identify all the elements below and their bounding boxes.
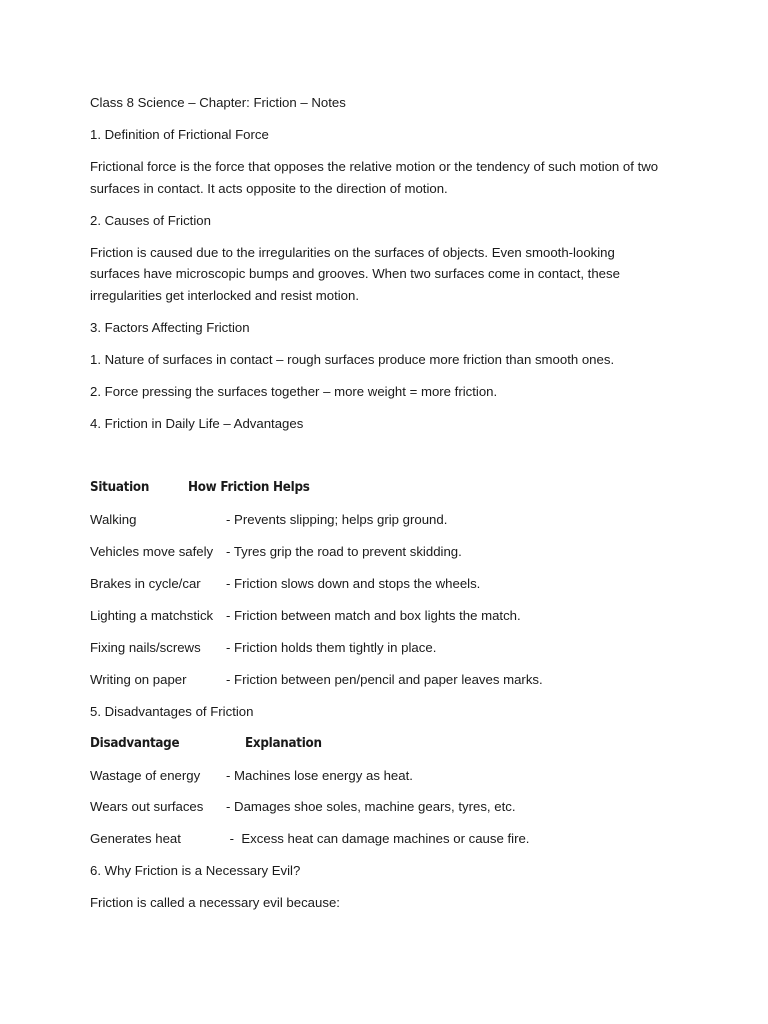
table-row bbox=[90, 637, 690, 659]
disadvantage-cell: Generates heat bbox=[90, 831, 181, 847]
table-row bbox=[90, 541, 690, 563]
section-1-heading: 1. Definition of Frictional Force bbox=[90, 126, 269, 142]
table-row bbox=[90, 796, 690, 818]
section-3-heading: 3. Factors Affecting Friction bbox=[90, 319, 250, 335]
situation-cell: Lighting a matchstick bbox=[90, 607, 214, 623]
section-3-item-2: 2. Force pressing the surfaces together – more weight = more friction. bbox=[90, 383, 498, 399]
explanation-cell: - Machines lose energy as heat. bbox=[226, 767, 413, 783]
disadvantage-cell: Wastage of energy bbox=[90, 767, 201, 783]
how-cell: - Friction between pen/pencil and paper leaves marks. bbox=[226, 671, 543, 687]
situation-cell: Brakes in cycle/car bbox=[90, 575, 201, 591]
table-row bbox=[90, 669, 690, 691]
table-row bbox=[90, 605, 690, 627]
column-header-how-friction-helps: How Friction Helps bbox=[188, 479, 310, 495]
how-cell: - Prevents slipping; helps grip ground. bbox=[226, 511, 448, 527]
situation-cell: Vehicles move safely bbox=[90, 543, 214, 559]
column-header-disadvantage: Disadvantage bbox=[90, 735, 180, 751]
document-page bbox=[90, 92, 690, 924]
how-cell: - Tyres grip the road to prevent skidding. bbox=[226, 543, 462, 559]
how-cell: - Friction slows down and stops the wheels. bbox=[226, 575, 481, 591]
situation-cell: Walking bbox=[90, 511, 137, 527]
section-6-text: Friction is called a necessary evil because: bbox=[90, 895, 340, 911]
spacer bbox=[90, 445, 690, 477]
disadvantages-table-header bbox=[90, 733, 690, 755]
situation-cell: Writing on paper bbox=[90, 671, 187, 687]
table-row bbox=[90, 573, 690, 595]
how-cell: - Friction holds them tightly in place. bbox=[226, 639, 437, 655]
section-3-item-1: 1. Nature of surfaces in contact – rough surfaces produce more friction than smooth ones. bbox=[90, 351, 615, 367]
section-5-heading: 5. Disadvantages of Friction bbox=[90, 703, 254, 719]
section-1-text: Frictional force is the force that opposes the relative motion or the tendency of such motion of two surfaces in contact. It acts opposite to the direction of motion. bbox=[90, 158, 659, 196]
column-header-situation: Situation bbox=[90, 479, 150, 495]
column-header-explanation: Explanation bbox=[245, 735, 322, 751]
document-title: Class 8 Science – Chapter: Friction – Notes bbox=[90, 95, 346, 110]
section-2-text: Friction is caused due to the irregularities on the surfaces of objects. Even smooth-looking surfaces have microscopic bumps and grooves. When two surfaces come in contact, these irregularities get interlocked and resist motion. bbox=[90, 244, 620, 303]
situation-cell: Fixing nails/screws bbox=[90, 639, 201, 655]
section-6-heading: 6. Why Friction is a Necessary Evil? bbox=[90, 863, 301, 879]
section-4-heading: 4. Friction in Daily Life – Advantages bbox=[90, 415, 304, 431]
how-cell: - Friction between match and box lights the match. bbox=[226, 607, 521, 623]
explanation-cell: - Excess heat can damage machines or cause fire. bbox=[226, 831, 530, 847]
section-2-heading: 2. Causes of Friction bbox=[90, 212, 211, 228]
disadvantage-cell: Wears out surfaces bbox=[90, 799, 204, 815]
table-row bbox=[90, 765, 690, 787]
table-row bbox=[90, 509, 690, 531]
advantages-table-header bbox=[90, 477, 690, 499]
table-row bbox=[90, 828, 690, 850]
explanation-cell: - Damages shoe soles, machine gears, tyres, etc. bbox=[226, 799, 516, 815]
